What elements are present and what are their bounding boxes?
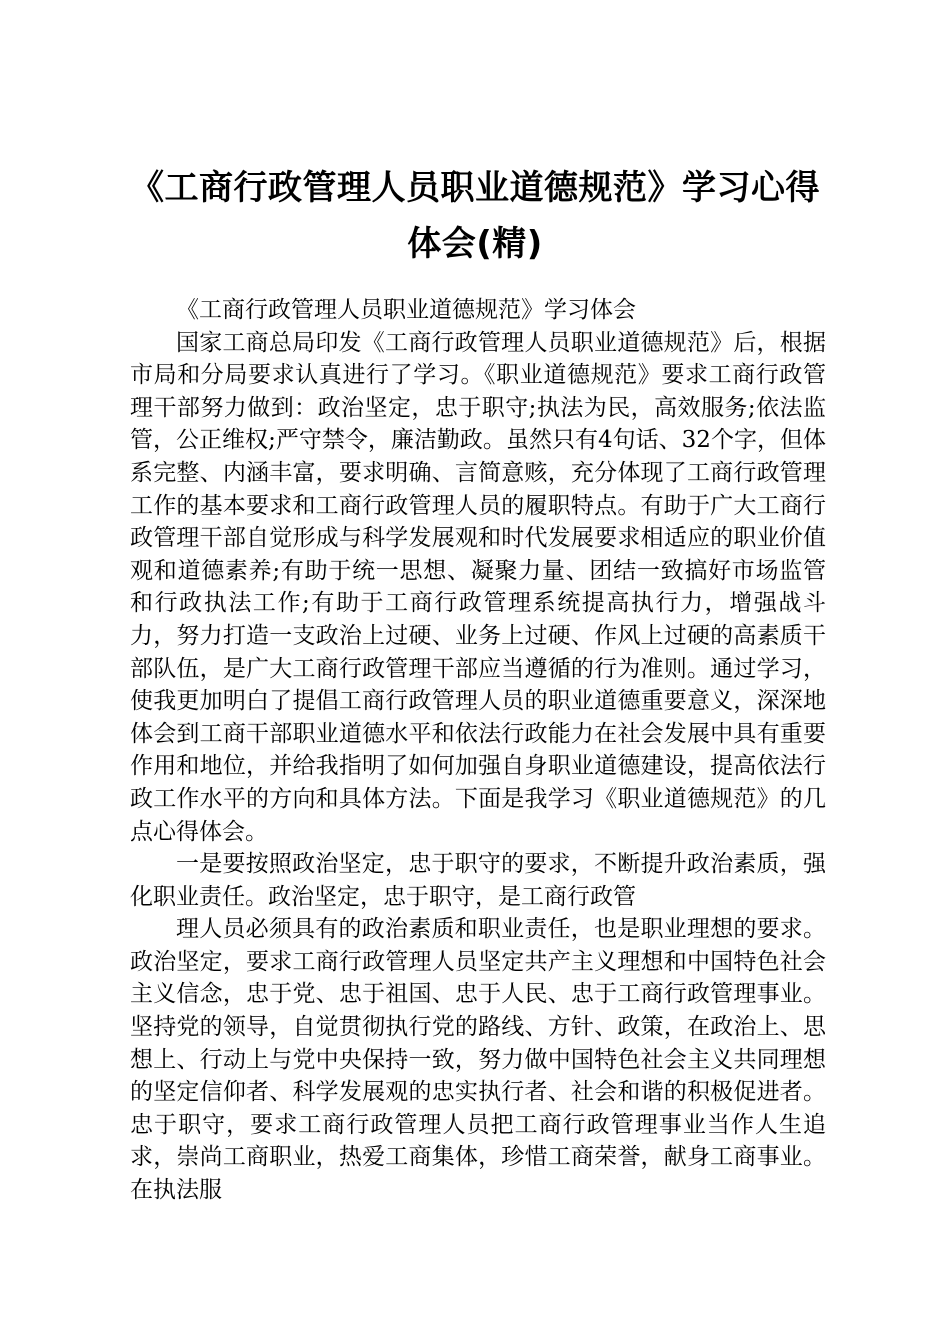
body-paragraph: 国家工商总局印发《工商行政管理人员职业道德规范》后，根据市局和分局要求认真进行了学习。《职业道德规范》要求工商行政管理干部努力做到：政治坚定，忠于职守;执法为民，高效服务;依法监管，公正维权;严守禁令，廉洁勤政。虽然只有4句话、32个字，但体系完整、内涵丰富，要求明确、言简意赅，充分体现了工商行政管理工作的基本要求和工商行政管理人员的履职特点。有助于广大工商行政管理干部自觉形成与科学发展观和时代发展要求相适应的职业价值观和道德素养;有助于统一思想、凝聚力量、团结一致搞好市场监管和行政执法工作;有助于工商行政管理系统提高执行力，增强战斗力，努力打造一支政治上过硬、业务上过硬、作风上过硬的高素质干部队伍，是广大工商行政管理干部应当遵循的行为准则。通过学习，使我更加明白了提倡工商行政管理人员的职业道德重要意义，深深地体会到工商干部职业道德水平和依法行政能力在社会发展中具有重要作用和地位，并给我指明了如何加强自身职业道德建设，提高依法行政工作水平的方向和具体方法。下面是我学习《职业道德规范》的几点心得体会。 bbox=[130, 329, 826, 845]
title-line-2: 体会(精) bbox=[407, 224, 543, 264]
title-line-1: 《工商行政管理人员职业道德规范》学习心得 bbox=[130, 168, 820, 208]
subtitle-paragraph: 《工商行政管理人员职业道德规范》学习体会 bbox=[176, 297, 636, 323]
body-paragraph: 一是要按照政治坚定，忠于职守的要求，不断提升政治素质，强化职业责任。政治坚定，忠于职守，是工商行政管 bbox=[130, 851, 826, 910]
body-paragraph: 理人员必须具有的政治素质和职业责任，也是职业理想的要求。政治坚定，要求工商行政管理人员坚定共产主义理想和中国特色社会主义信念，忠于党、忠于祖国、忠于人民、忠于工商行政管理事业。坚持党的领导，自觉贯彻执行党的路线、方针、政策，在政治上、思想上、行动上与党中央保持一致，努力做中国特色社会主义共同理想的坚定信仰者、科学发展观的忠实执行者、社会和谐的积极促进者。忠于职守，要求工商行政管理人员把工商行政管理事业当作人生追求，崇尚工商职业，热爱工商集体，珍惜工商荣誉，献身工商事业。在执法服 bbox=[130, 916, 826, 1204]
document-body bbox=[130, 294, 826, 1207]
document-title bbox=[120, 160, 830, 272]
